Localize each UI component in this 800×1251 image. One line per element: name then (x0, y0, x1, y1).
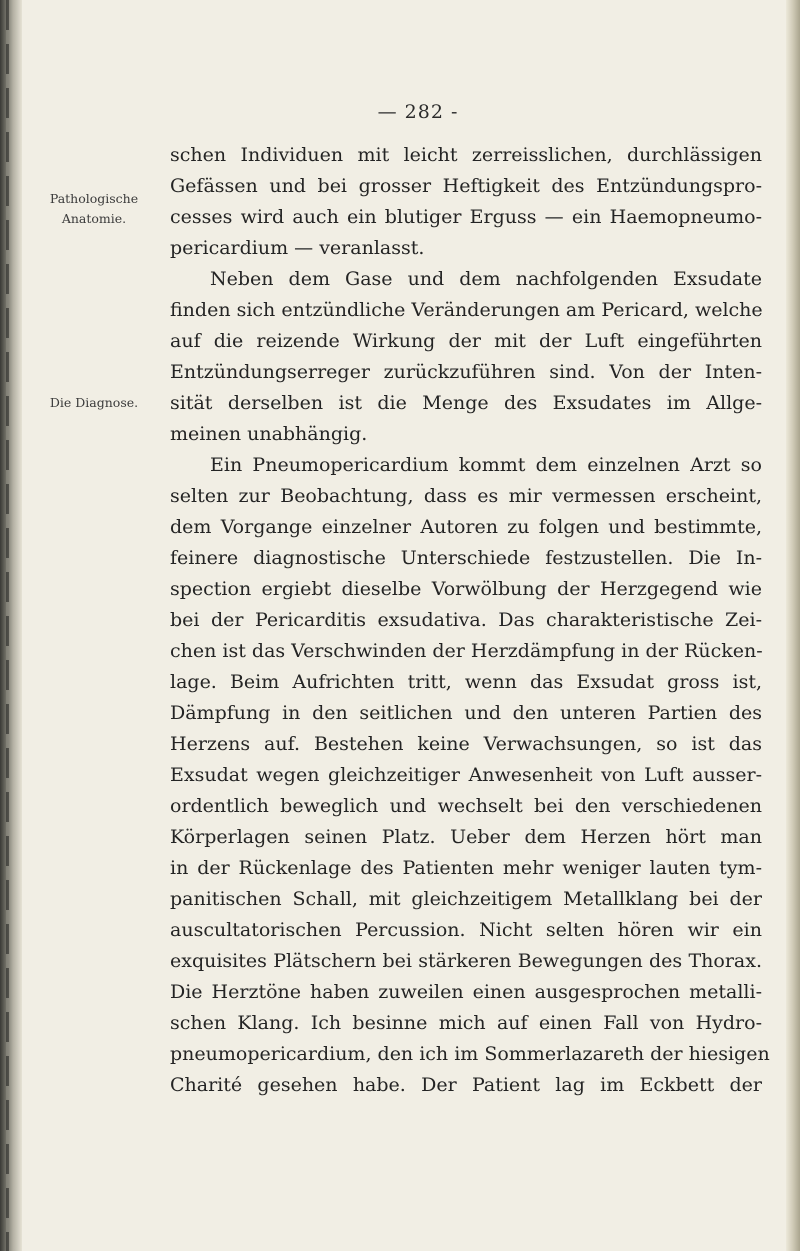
page-fore-edge (786, 0, 800, 1251)
margin-note-pathologische-anatomie: Pathologische Anatomie. (49, 191, 139, 226)
text-line: Herzens auf. Bestehen keine Verwachsungen, so ist das (170, 733, 762, 755)
text-line: bei der Pericarditis exsudativa. Das charakteristische Zei- (170, 609, 762, 631)
text-line: ordentlich beweglich und wechselt bei den verschiedenen (170, 795, 762, 817)
text-line: auf die reizende Wirkung der mit der Luft eingeführten (170, 330, 762, 352)
text-line: spection ergiebt dieselbe Vorwölbung der Herzgegend wie (170, 578, 762, 600)
text-line: Die Herztöne haben zuweilen einen ausgesprochen metalli- (170, 981, 762, 1003)
text-line: Körperlagen seinen Platz. Ueber dem Herzen hört man (170, 826, 762, 848)
text-line: selten zur Beobachtung, dass es mir vermessen erscheint, (170, 485, 762, 507)
text-line: finden sich entzündliche Veränderungen am Pericard, welche (170, 299, 763, 321)
text-line: Charité gesehen habe. Der Patient lag im Eckbett der (170, 1074, 762, 1096)
text-line: pneumopericardium, den ich im Sommerlazareth der hiesigen (170, 1043, 770, 1065)
text-line: Gefässen und bei grosser Heftigkeit des Entzündungspro- (170, 175, 762, 197)
text-line: in der Rückenlage des Patienten mehr weniger lauten tym- (170, 857, 762, 879)
text-line: Dämpfung in den seitlichen und den unteren Partien des (170, 702, 762, 724)
text-line: exquisites Plätschern bei stärkeren Bewegungen des Thorax. (170, 950, 762, 972)
margin-note-die-diagnose: Die Diagnose. (49, 395, 139, 410)
text-line: meinen unabhängig. (170, 423, 368, 445)
text-line: chen ist das Verschwinden der Herzdämpfung in der Rücken- (170, 640, 763, 662)
text-line: cesses wird auch ein blutiger Erguss — ein Haemopneumo- (170, 206, 762, 228)
text-line: Exsudat wegen gleichzeitiger Anwesenheit von Luft ausser- (170, 764, 762, 786)
text-line: auscultatorischen Percussion. Nicht selten hören wir ein (170, 919, 762, 941)
text-line: sität derselben ist die Menge des Exsudates im Allge- (170, 392, 762, 414)
text-line: schen Klang. Ich besinne mich auf einen Fall von Hydro- (170, 1012, 762, 1034)
text-line: dem Vorgange einzelner Autoren zu folgen und bestimmte, (170, 516, 762, 538)
text-line: feinere diagnostische Unterschiede festzustellen. Die In- (170, 547, 762, 569)
text-line: Entzündungserreger zurückzuführen sind. Von der Inten- (170, 361, 762, 383)
body-text (170, 140, 770, 1101)
text-line: Ein Pneumopericardium kommt dem einzelnen Arzt so (210, 454, 762, 476)
text-line: schen Individuen mit leicht zerreisslichen, durchlässigen (170, 144, 762, 166)
text-line: pericardium — veranlasst. (170, 237, 425, 259)
text-line: lage. Beim Aufrichten tritt, wenn das Exsudat gross ist, (170, 671, 762, 693)
text-line: Neben dem Gase und dem nachfolgenden Exsudate (210, 268, 762, 290)
page-number: — 282 - (377, 101, 459, 123)
book-binding-edge (0, 0, 22, 1251)
text-line: panitischen Schall, mit gleichzeitigem Metallklang bei der (170, 888, 762, 910)
